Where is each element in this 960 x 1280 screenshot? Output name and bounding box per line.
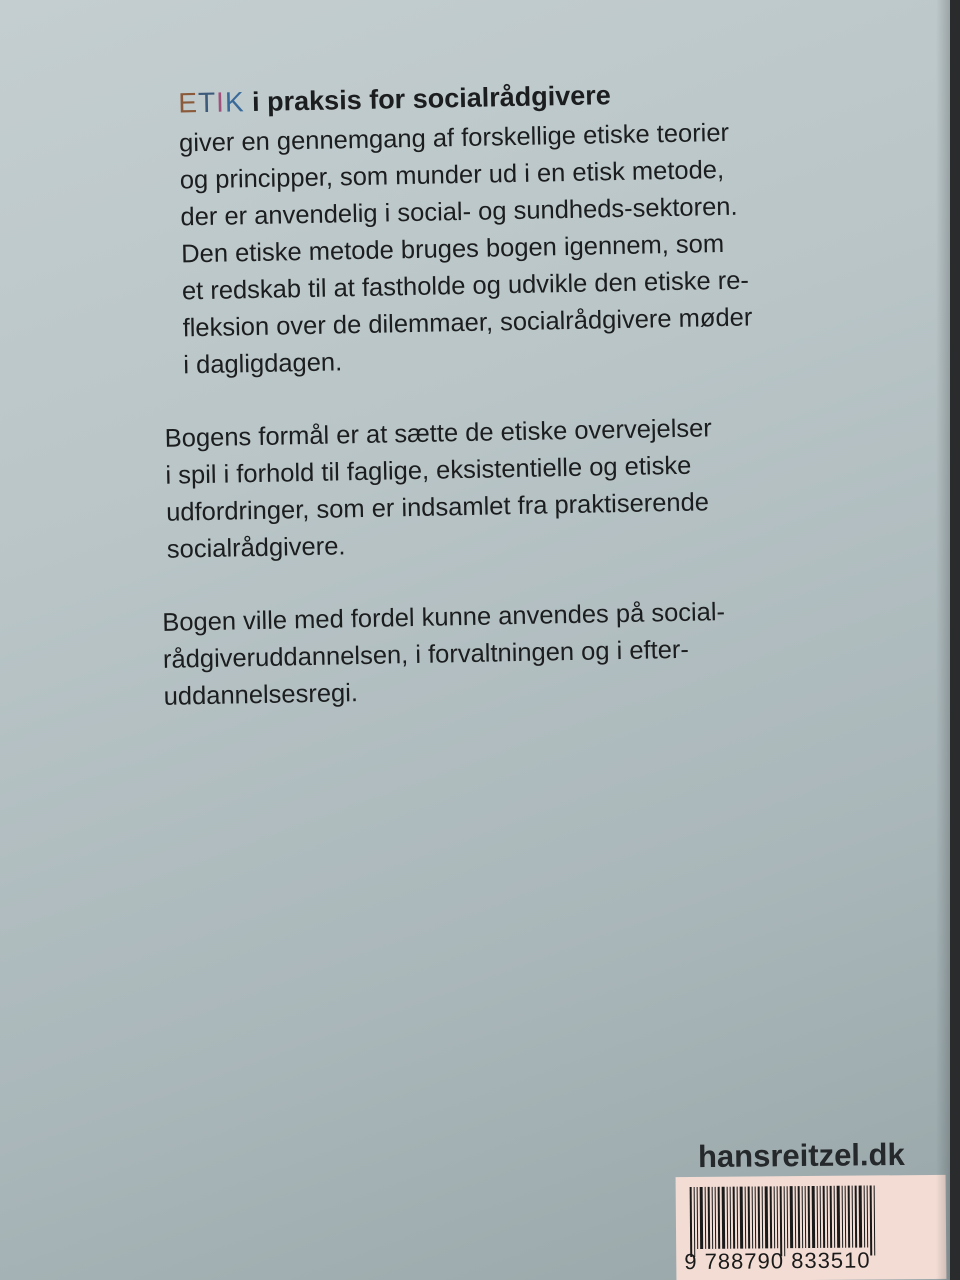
book-title xyxy=(178,74,791,122)
paragraph-1 xyxy=(179,114,796,385)
barcode-bar xyxy=(852,1186,854,1248)
barcode-bar xyxy=(718,1187,721,1249)
barcode-bar xyxy=(812,1186,816,1248)
paragraph-1-line: Den etiske metode bruges bogen igennem, som xyxy=(180,230,725,269)
barcode-bar xyxy=(765,1186,769,1248)
barcode-bar xyxy=(770,1186,773,1248)
barcode-bar xyxy=(823,1186,826,1248)
barcode-bar xyxy=(842,1186,844,1248)
barcode-bar xyxy=(784,1186,786,1256)
title-subtitle: i praksis for socialrådgivere xyxy=(251,80,612,118)
barcode-bar xyxy=(727,1187,729,1249)
barcode-bar xyxy=(834,1186,836,1248)
barcode-sticker xyxy=(676,1175,947,1280)
barcode-bar xyxy=(740,1187,744,1249)
paragraph-2-line: udfordringer, som er indsamlet fra praktiserende xyxy=(165,488,710,527)
barcode-bar xyxy=(870,1185,873,1255)
paragraph-1-line: et redskab til at fastholde og udvikle den etiske re- xyxy=(181,266,750,306)
barcode-bar xyxy=(712,1187,714,1249)
barcode-bar xyxy=(798,1186,801,1248)
barcode-bar xyxy=(722,1187,726,1249)
title-etik: ETIK xyxy=(178,86,245,119)
paragraph-3-line: rådgiveruddannelsen, i forvaltningen og i efter- xyxy=(162,635,690,674)
barcode-bar xyxy=(774,1186,776,1248)
barcode-bar xyxy=(694,1187,696,1257)
barcode-bar xyxy=(748,1187,751,1249)
isbn-digits: 9 788790 833510 xyxy=(684,1247,871,1275)
barcode-bar xyxy=(780,1186,783,1256)
paragraph-2 xyxy=(164,409,799,569)
paragraph-1-line: og principper, som munder ud i en etisk metode, xyxy=(179,155,725,195)
paragraph-1-line: i dagligdagen. xyxy=(183,348,343,380)
barcode-bar xyxy=(715,1187,717,1249)
barcode-bar xyxy=(855,1186,858,1248)
barcode-bar xyxy=(737,1187,739,1249)
barcode-bar xyxy=(827,1186,829,1248)
paragraph-1-line: der er anvendelig i social- og sundheds-sektoren. xyxy=(180,192,738,232)
paragraph-2-line: socialrådgivere. xyxy=(166,532,346,564)
barcode-bar xyxy=(697,1187,699,1249)
barcode-bar xyxy=(787,1186,789,1248)
barcode-bar xyxy=(758,1186,761,1248)
barcode-bar xyxy=(755,1186,757,1248)
paragraph-3-line: uddannelsesregi. xyxy=(163,679,359,711)
barcode-bar xyxy=(705,1187,707,1249)
paragraph-1-line: fleksion over de dilemmaer, socialrådgivere møder xyxy=(182,303,753,343)
barcode-icon xyxy=(690,1185,931,1251)
barcode-bar xyxy=(802,1186,804,1248)
barcode-bar xyxy=(864,1186,866,1248)
barcode-bar xyxy=(867,1186,869,1248)
barcode-bar xyxy=(700,1187,704,1249)
barcode-bar xyxy=(690,1187,693,1257)
paragraph-3-line: Bogen ville med fordel kunne anvendes på social- xyxy=(162,598,726,637)
barcode-bar xyxy=(859,1186,863,1248)
barcode-bar xyxy=(790,1186,794,1248)
barcode-bar xyxy=(730,1187,732,1249)
barcode-bar xyxy=(874,1185,876,1255)
paragraph-2-line: Bogens formål er at sætte de etiske overvejelser xyxy=(164,414,713,453)
barcode-bar xyxy=(817,1186,819,1248)
barcode-bar xyxy=(837,1186,841,1248)
barcode-bar xyxy=(845,1186,847,1248)
publisher-website: hansreitzel.dk xyxy=(697,1136,905,1175)
barcode-bar xyxy=(708,1187,711,1249)
paragraph-2-line: i spil i forhold til faglige, eksistentielle og etiske xyxy=(165,451,692,490)
barcode-bar xyxy=(752,1187,754,1249)
barcode-bar xyxy=(820,1186,822,1248)
barcode-bar xyxy=(808,1186,811,1248)
paragraph-1-line: giver en gennemgang af forskellige etiske teorier xyxy=(178,118,730,158)
barcode-bar xyxy=(830,1186,833,1248)
barcode-bar xyxy=(733,1187,736,1249)
barcode-bar xyxy=(848,1186,851,1248)
barcode-bar xyxy=(795,1186,797,1248)
barcode-bar xyxy=(762,1186,764,1248)
barcode-bar xyxy=(777,1186,779,1248)
barcode-bar xyxy=(745,1187,747,1249)
blurb-text-block xyxy=(150,74,802,716)
paragraph-3 xyxy=(162,593,802,716)
barcode-bar xyxy=(805,1186,807,1248)
